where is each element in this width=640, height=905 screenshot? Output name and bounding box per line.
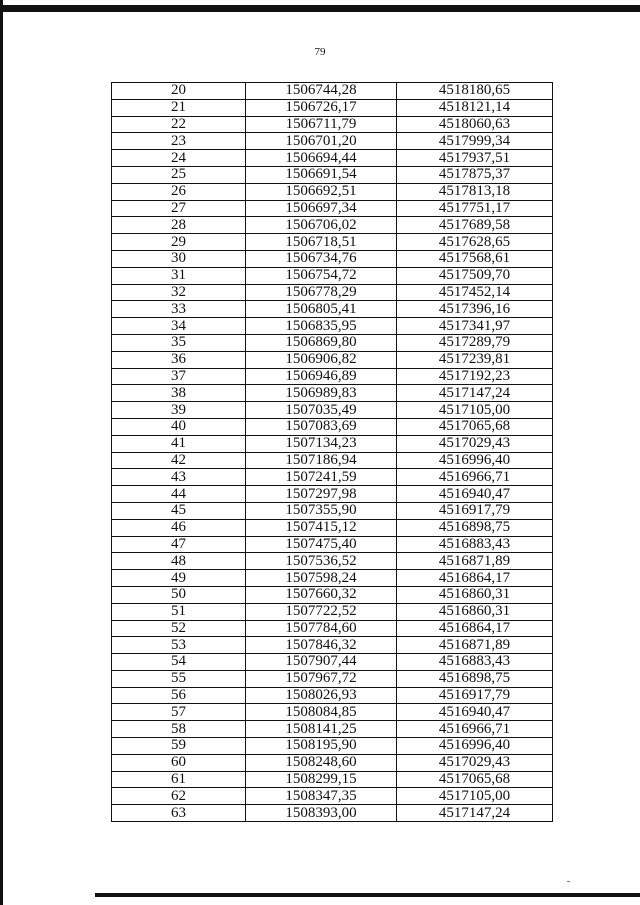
point-number-cell: 52 bbox=[112, 620, 246, 637]
x-coordinate-cell: 1506805,41 bbox=[246, 301, 397, 318]
y-coordinate-cell: 4516996,40 bbox=[397, 738, 553, 755]
point-number-cell: 43 bbox=[112, 469, 246, 486]
y-coordinate-cell: 4517999,34 bbox=[397, 133, 553, 150]
x-coordinate-cell: 1506744,28 bbox=[246, 83, 397, 100]
y-coordinate-cell: 4517937,51 bbox=[397, 150, 553, 167]
x-coordinate-cell: 1507035,49 bbox=[246, 402, 397, 419]
table-row bbox=[112, 183, 553, 200]
table-row bbox=[112, 133, 553, 150]
table-row bbox=[112, 301, 553, 318]
table-row bbox=[112, 385, 553, 402]
y-coordinate-cell: 4516860,31 bbox=[397, 586, 553, 603]
table-row bbox=[112, 721, 553, 738]
point-number-cell: 29 bbox=[112, 234, 246, 251]
point-number-cell: 26 bbox=[112, 183, 246, 200]
table-row bbox=[112, 687, 553, 704]
point-number-cell: 32 bbox=[112, 284, 246, 301]
table-row bbox=[112, 284, 553, 301]
point-number-cell: 21 bbox=[112, 99, 246, 116]
x-coordinate-cell: 1508393,00 bbox=[246, 805, 397, 822]
table-row bbox=[112, 435, 553, 452]
x-coordinate-cell: 1507784,60 bbox=[246, 620, 397, 637]
table-row bbox=[112, 234, 553, 251]
x-coordinate-cell: 1506694,44 bbox=[246, 150, 397, 167]
y-coordinate-cell: 4517147,24 bbox=[397, 385, 553, 402]
x-coordinate-cell: 1506726,17 bbox=[246, 99, 397, 116]
table-row bbox=[112, 754, 553, 771]
point-number-cell: 44 bbox=[112, 486, 246, 503]
x-coordinate-cell: 1507907,44 bbox=[246, 654, 397, 671]
x-coordinate-cell: 1507134,23 bbox=[246, 435, 397, 452]
x-coordinate-cell: 1506697,34 bbox=[246, 200, 397, 217]
point-number-cell: 36 bbox=[112, 351, 246, 368]
x-coordinate-cell: 1507475,40 bbox=[246, 536, 397, 553]
y-coordinate-cell: 4516864,17 bbox=[397, 620, 553, 637]
point-number-cell: 47 bbox=[112, 536, 246, 553]
table-row bbox=[112, 570, 553, 587]
scan-speck bbox=[567, 881, 570, 882]
point-number-cell: 28 bbox=[112, 217, 246, 234]
table-row bbox=[112, 603, 553, 620]
table-row bbox=[112, 586, 553, 603]
x-coordinate-cell: 1506754,72 bbox=[246, 267, 397, 284]
y-coordinate-cell: 4517751,17 bbox=[397, 200, 553, 217]
y-coordinate-cell: 4517875,37 bbox=[397, 166, 553, 183]
point-number-cell: 48 bbox=[112, 553, 246, 570]
table-row bbox=[112, 670, 553, 687]
point-number-cell: 56 bbox=[112, 687, 246, 704]
x-coordinate-cell: 1506692,51 bbox=[246, 183, 397, 200]
x-coordinate-cell: 1507598,24 bbox=[246, 570, 397, 587]
x-coordinate-cell: 1508195,90 bbox=[246, 738, 397, 755]
point-number-cell: 24 bbox=[112, 150, 246, 167]
x-coordinate-cell: 1507355,90 bbox=[246, 502, 397, 519]
x-coordinate-cell: 1508026,93 bbox=[246, 687, 397, 704]
x-coordinate-cell: 1508347,35 bbox=[246, 788, 397, 805]
table-row bbox=[112, 99, 553, 116]
point-number-cell: 22 bbox=[112, 116, 246, 133]
table-row bbox=[112, 452, 553, 469]
x-coordinate-cell: 1507083,69 bbox=[246, 418, 397, 435]
table-row bbox=[112, 166, 553, 183]
point-number-cell: 55 bbox=[112, 670, 246, 687]
point-number-cell: 27 bbox=[112, 200, 246, 217]
table-row bbox=[112, 738, 553, 755]
table-row bbox=[112, 418, 553, 435]
x-coordinate-cell: 1506778,29 bbox=[246, 284, 397, 301]
x-coordinate-cell: 1507415,12 bbox=[246, 519, 397, 536]
x-coordinate-cell: 1507967,72 bbox=[246, 670, 397, 687]
y-coordinate-cell: 4516940,47 bbox=[397, 704, 553, 721]
table-row bbox=[112, 217, 553, 234]
x-coordinate-cell: 1507297,98 bbox=[246, 486, 397, 503]
table-row bbox=[112, 334, 553, 351]
table-row bbox=[112, 486, 553, 503]
point-number-cell: 20 bbox=[112, 83, 246, 100]
table-row bbox=[112, 83, 553, 100]
point-number-cell: 53 bbox=[112, 637, 246, 654]
y-coordinate-cell: 4518121,14 bbox=[397, 99, 553, 116]
x-coordinate-cell: 1508141,25 bbox=[246, 721, 397, 738]
table-row bbox=[112, 200, 553, 217]
y-coordinate-cell: 4517289,79 bbox=[397, 334, 553, 351]
table-row bbox=[112, 116, 553, 133]
point-number-cell: 62 bbox=[112, 788, 246, 805]
x-coordinate-cell: 1507536,52 bbox=[246, 553, 397, 570]
y-coordinate-cell: 4518180,65 bbox=[397, 83, 553, 100]
point-number-cell: 35 bbox=[112, 334, 246, 351]
table-row bbox=[112, 469, 553, 486]
point-number-cell: 39 bbox=[112, 402, 246, 419]
y-coordinate-cell: 4516898,75 bbox=[397, 519, 553, 536]
x-coordinate-cell: 1507241,59 bbox=[246, 469, 397, 486]
y-coordinate-cell: 4516883,43 bbox=[397, 654, 553, 671]
point-number-cell: 25 bbox=[112, 166, 246, 183]
y-coordinate-cell: 4517689,58 bbox=[397, 217, 553, 234]
table-row bbox=[112, 704, 553, 721]
table-row bbox=[112, 805, 553, 822]
point-number-cell: 49 bbox=[112, 570, 246, 587]
table-row bbox=[112, 620, 553, 637]
x-coordinate-cell: 1506718,51 bbox=[246, 234, 397, 251]
scan-edge-left bbox=[0, 0, 3, 905]
table-row bbox=[112, 536, 553, 553]
coordinates-table-body bbox=[112, 83, 553, 822]
y-coordinate-cell: 4517065,68 bbox=[397, 418, 553, 435]
point-number-cell: 46 bbox=[112, 519, 246, 536]
y-coordinate-cell: 4516996,40 bbox=[397, 452, 553, 469]
x-coordinate-cell: 1508084,85 bbox=[246, 704, 397, 721]
table-row bbox=[112, 250, 553, 267]
point-number-cell: 33 bbox=[112, 301, 246, 318]
y-coordinate-cell: 4516864,17 bbox=[397, 570, 553, 587]
x-coordinate-cell: 1508299,15 bbox=[246, 771, 397, 788]
y-coordinate-cell: 4516883,43 bbox=[397, 536, 553, 553]
point-number-cell: 38 bbox=[112, 385, 246, 402]
table-row bbox=[112, 519, 553, 536]
x-coordinate-cell: 1506706,02 bbox=[246, 217, 397, 234]
y-coordinate-cell: 4516917,79 bbox=[397, 687, 553, 704]
y-coordinate-cell: 4517239,81 bbox=[397, 351, 553, 368]
x-coordinate-cell: 1506711,79 bbox=[246, 116, 397, 133]
y-coordinate-cell: 4517147,24 bbox=[397, 805, 553, 822]
table-row bbox=[112, 553, 553, 570]
y-coordinate-cell: 4517192,23 bbox=[397, 368, 553, 385]
y-coordinate-cell: 4516940,47 bbox=[397, 486, 553, 503]
point-number-cell: 58 bbox=[112, 721, 246, 738]
y-coordinate-cell: 4516966,71 bbox=[397, 721, 553, 738]
table-row bbox=[112, 267, 553, 284]
y-coordinate-cell: 4517029,43 bbox=[397, 435, 553, 452]
y-coordinate-cell: 4516871,89 bbox=[397, 553, 553, 570]
y-coordinate-cell: 4516966,71 bbox=[397, 469, 553, 486]
scan-edge-bottom bbox=[95, 893, 640, 897]
y-coordinate-cell: 4516871,89 bbox=[397, 637, 553, 654]
y-coordinate-cell: 4517105,00 bbox=[397, 788, 553, 805]
point-number-cell: 40 bbox=[112, 418, 246, 435]
table-row bbox=[112, 788, 553, 805]
y-coordinate-cell: 4516860,31 bbox=[397, 603, 553, 620]
y-coordinate-cell: 4517029,43 bbox=[397, 754, 553, 771]
table-row bbox=[112, 771, 553, 788]
x-coordinate-cell: 1506906,82 bbox=[246, 351, 397, 368]
x-coordinate-cell: 1506734,76 bbox=[246, 250, 397, 267]
point-number-cell: 61 bbox=[112, 771, 246, 788]
point-number-cell: 63 bbox=[112, 805, 246, 822]
table-row bbox=[112, 402, 553, 419]
x-coordinate-cell: 1506701,20 bbox=[246, 133, 397, 150]
table-row bbox=[112, 502, 553, 519]
table-row bbox=[112, 351, 553, 368]
y-coordinate-cell: 4517628,65 bbox=[397, 234, 553, 251]
coordinates-table bbox=[111, 82, 553, 822]
y-coordinate-cell: 4517065,68 bbox=[397, 771, 553, 788]
y-coordinate-cell: 4517568,61 bbox=[397, 250, 553, 267]
point-number-cell: 30 bbox=[112, 250, 246, 267]
y-coordinate-cell: 4517105,00 bbox=[397, 402, 553, 419]
page-number: 79 bbox=[314, 46, 326, 58]
y-coordinate-cell: 4516898,75 bbox=[397, 670, 553, 687]
scan-edge-top bbox=[0, 5, 640, 12]
x-coordinate-cell: 1506691,54 bbox=[246, 166, 397, 183]
point-number-cell: 42 bbox=[112, 452, 246, 469]
y-coordinate-cell: 4517813,18 bbox=[397, 183, 553, 200]
x-coordinate-cell: 1507186,94 bbox=[246, 452, 397, 469]
x-coordinate-cell: 1506946,89 bbox=[246, 368, 397, 385]
x-coordinate-cell: 1507722,52 bbox=[246, 603, 397, 620]
x-coordinate-cell: 1507846,32 bbox=[246, 637, 397, 654]
point-number-cell: 34 bbox=[112, 318, 246, 335]
x-coordinate-cell: 1508248,60 bbox=[246, 754, 397, 771]
point-number-cell: 37 bbox=[112, 368, 246, 385]
point-number-cell: 57 bbox=[112, 704, 246, 721]
point-number-cell: 50 bbox=[112, 586, 246, 603]
point-number-cell: 59 bbox=[112, 738, 246, 755]
x-coordinate-cell: 1506835,95 bbox=[246, 318, 397, 335]
x-coordinate-cell: 1506869,80 bbox=[246, 334, 397, 351]
point-number-cell: 23 bbox=[112, 133, 246, 150]
point-number-cell: 54 bbox=[112, 654, 246, 671]
table-row bbox=[112, 637, 553, 654]
point-number-cell: 60 bbox=[112, 754, 246, 771]
y-coordinate-cell: 4518060,63 bbox=[397, 116, 553, 133]
table-row bbox=[112, 150, 553, 167]
y-coordinate-cell: 4517396,16 bbox=[397, 301, 553, 318]
point-number-cell: 41 bbox=[112, 435, 246, 452]
table-row bbox=[112, 368, 553, 385]
x-coordinate-cell: 1506989,83 bbox=[246, 385, 397, 402]
y-coordinate-cell: 4517452,14 bbox=[397, 284, 553, 301]
point-number-cell: 51 bbox=[112, 603, 246, 620]
point-number-cell: 45 bbox=[112, 502, 246, 519]
x-coordinate-cell: 1507660,32 bbox=[246, 586, 397, 603]
y-coordinate-cell: 4516917,79 bbox=[397, 502, 553, 519]
y-coordinate-cell: 4517509,70 bbox=[397, 267, 553, 284]
table-row bbox=[112, 654, 553, 671]
y-coordinate-cell: 4517341,97 bbox=[397, 318, 553, 335]
table-row bbox=[112, 318, 553, 335]
point-number-cell: 31 bbox=[112, 267, 246, 284]
